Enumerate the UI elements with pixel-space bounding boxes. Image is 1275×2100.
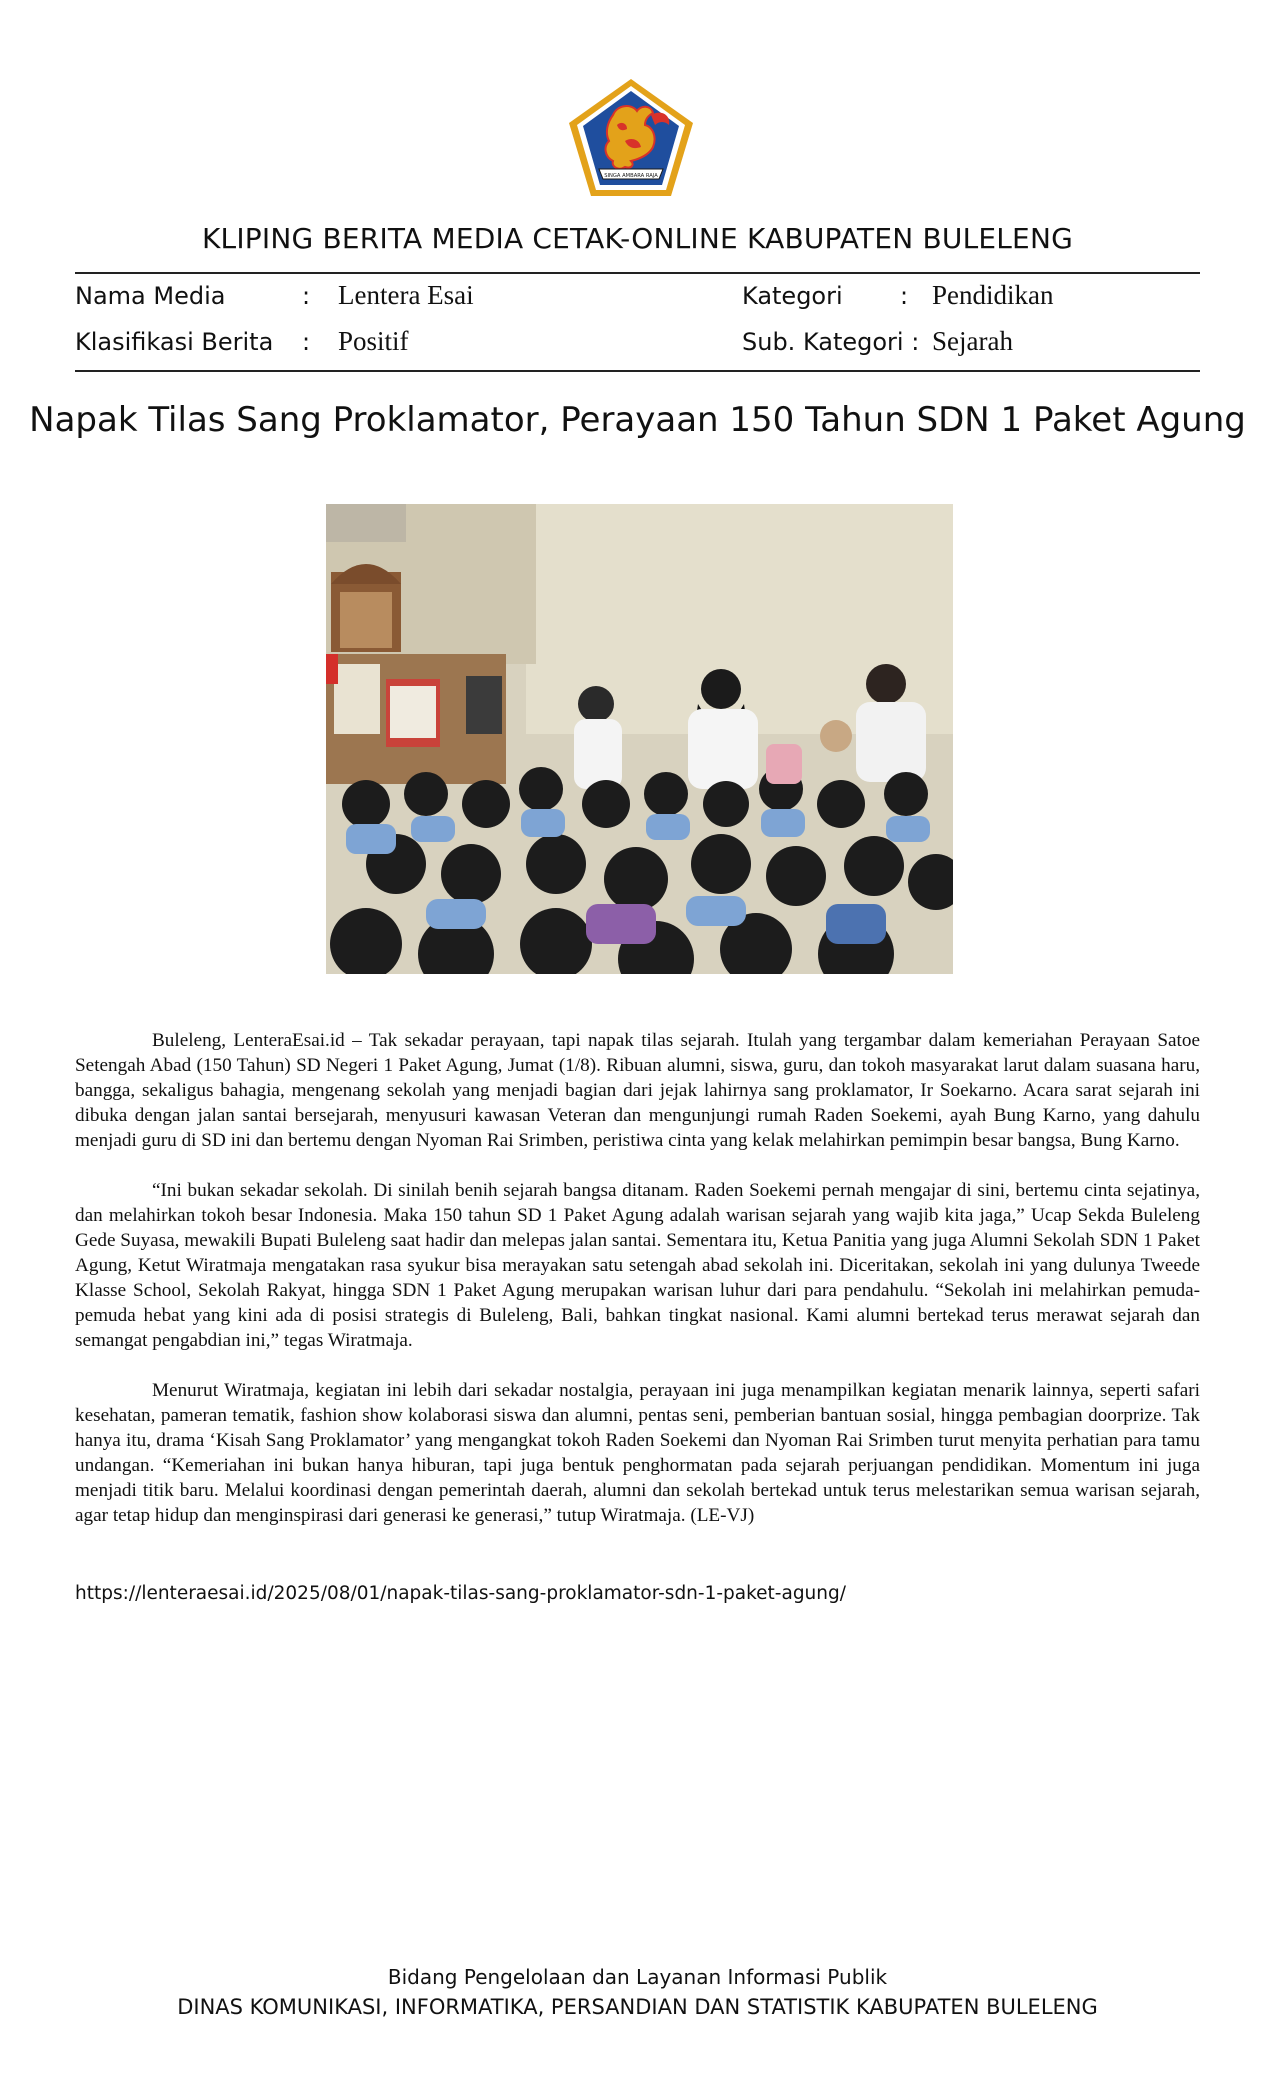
article-paragraph: Menurut Wiratmaja, kegiatan ini lebih dari sekadar nostalgia, perayaan ini juga menampilkan kegiatan menarik lainnya, seperti safari kesehatan, pameran tematik, fashion show kolaborasi siswa dan alumni, pentas seni, pemberian bantuan sosial, hingga pembagian doorprize. Tak hanya itu, drama ‘Kisah Sang Proklamator’ yang mengangkat tokoh Raden Soekemi dan Nyoman Rai Srimben turut menyita perhatian para tamu undangan. “Kemeriahan ini bukan hanya hiburan, tapi juga bentuk penghormatan pada sejarah perjuangan pendidikan. Momentum ini juga menjadi titik baru. Melalui koordinasi dengan pemerintah daerah, alumni dan sekolah bertekad untuk terus melestarikan semua warisan sejarah, agar tetap hidup dan menginspirasi dari generasi ke generasi,” tutup Wiratmaja. (LE-VJ) [75,1380,1200,1526]
classroom-crowd-photo [326,504,953,974]
article-photo [326,504,953,974]
nama-media-colon: : [302,282,311,310]
nama-media-value: Lentera Esai [338,280,474,310]
article-paragraph: Buleleng, LenteraEsai.id – Tak sekadar perayaan, tapi napak tilas sejarah. Itulah yang tergambar dalam kemeriahan Perayaan Satoe Setengah Abad (150 Tahun) SD Negeri 1 Paket Agung, Jumat (1/8). Ribuan alumni, siswa, guru, dan tokoh masyarakat larut dalam suasana haru, bangga, sekaligus bahagia, mengenang sekolah yang menjadi bagian dari jejak lahirnya sang proklamator, Ir Soekarno. Acara sarat sejarah ini dibuka dengan jalan santai bersejarah, menyusuri kawasan Veteran dan mengunjungi rumah Raden Soekemi, ayah Bung Karno, yang dahulu menjadi guru di SD ini dan bertemu dengan Nyoman Rai Srimben, peristiwa cinta yang kelak melahirkan pemimpin besar bangsa, Bung Karno. [75,1030,1200,1151]
footer-department: Bidang Pengelolaan dan Layanan Informasi Publik [387,1965,888,1989]
klasifikasi-value: Positif [338,326,409,356]
source-url: https://lenteraesai.id/2025/08/01/napak-tilas-sang-proklamator-sdn-1-paket-agung/ [75,1583,846,1604]
header-bottom-rule [75,370,1200,372]
article-headline: Napak Tilas Sang Proklamator, Perayaan 150 Tahun SDN 1 Paket Agung [29,400,1246,440]
article-body [75,1028,1200,1553]
footer-agency: DINAS KOMUNIKASI, INFORMATIKA, PERSANDIAN DAN STATISTIK KABUPATEN BULELENG [177,1995,1098,2019]
kategori-colon: : [900,282,909,310]
klasifikasi-colon: : [302,328,311,356]
sub-kategori-value: Sejarah [932,326,1013,356]
nama-media-label: Nama Media [75,282,226,310]
buleleng-crest-logo [565,75,697,200]
singa-ambara-raja-crest-icon [565,75,697,200]
crest-motto: SINGA AMBARA RAJA [604,173,658,179]
header-top-rule [75,272,1200,274]
klasifikasi-label: Klasifikasi Berita [75,328,274,356]
kategori-label: Kategori [742,282,843,310]
kliping-title: KLIPING BERITA MEDIA CETAK-ONLINE KABUPATEN BULELENG [201,222,1073,255]
article-paragraph: “Ini bukan sekadar sekolah. Di sinilah benih sejarah bangsa ditanam. Raden Soekemi pernah mengajar di sini, bertemu cinta sejatinya, dan melahirkan tokoh besar Indonesia. Maka 150 tahun SD 1 Paket Agung adalah warisan sejarah yang wajib kita jaga,” Ucap Sekda Buleleng Gede Suyasa, mewakili Bupati Buleleng saat hadir dan melepas jalan santai. Sementara itu, Ketua Panitia yang juga Alumni Sekolah SDN 1 Paket Agung, Ketut Wiratmaja mengatakan rasa syukur bisa merayakan satu setengah abad sekolah ini. Diceritakan, sekolah ini yang dulunya Tweede Klasse School, Sekolah Rakyat, hingga SDN 1 Paket Agung merupakan warisan luhur dari para pendahulu. “Sekolah ini melahirkan pemuda-pemuda hebat yang kini ada di posisi strategis di Buleleng, Bali, bahkan tingkat nasional. Kami alumni bertekad terus merawat sejarah dan semangat pengabdian ini,” tegas Wiratmaja. [75,1180,1200,1351]
kategori-value: Pendidikan [932,280,1054,310]
sub-kategori-label: Sub. Kategori : [742,328,920,356]
